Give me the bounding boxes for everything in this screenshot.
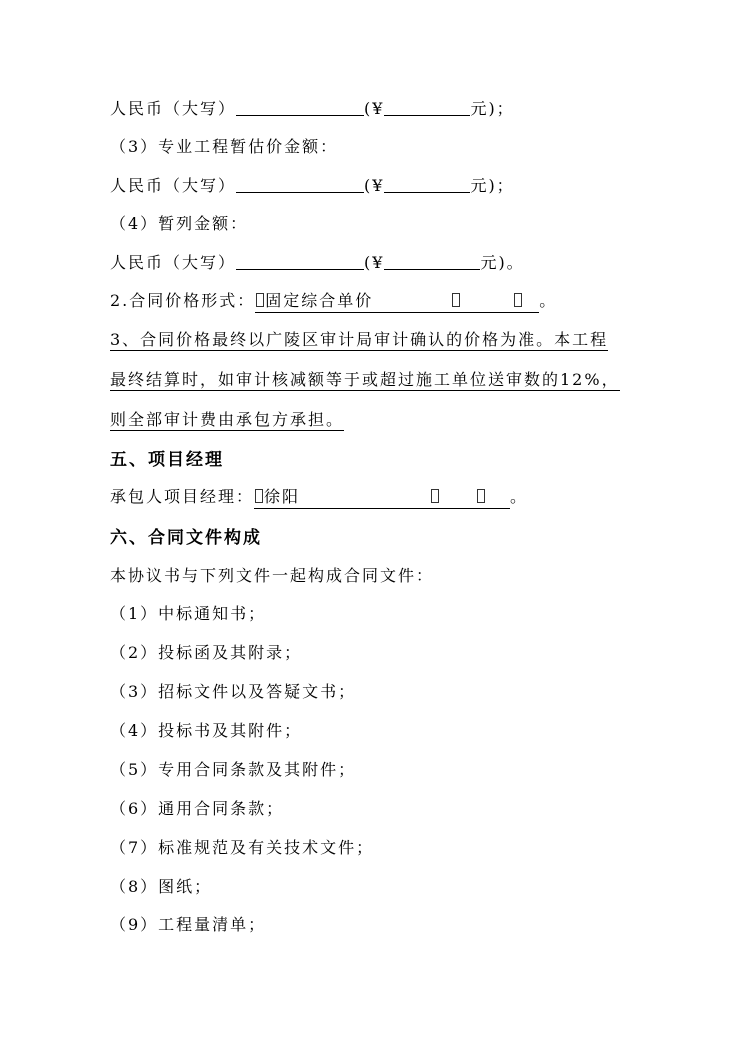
doc-item: （7）标准规范及有关技术文件； — [110, 838, 375, 857]
amount-line-3 — [110, 252, 525, 274]
box-icon — [431, 489, 439, 503]
docs-intro: 本协议书与下列文件一起构成合同文件： — [110, 566, 435, 585]
price-form-value: 固定综合单价 — [265, 291, 374, 310]
pm-field — [254, 486, 510, 509]
doc-item: （4）投标书及其附件； — [110, 721, 303, 740]
price-form-label: 2.合同价格形式： — [110, 291, 256, 310]
pm-line — [110, 486, 528, 509]
box-icon — [514, 293, 522, 307]
doc-item: （6）通用合同条款； — [110, 799, 285, 818]
audit-line-1: 3、合同价格最终以广陵区审计局审计确认的价格为准。本工程 — [110, 330, 609, 349]
yen-blank — [384, 253, 480, 270]
pm-end: 。 — [510, 487, 529, 506]
yuan-close: 元)； — [470, 99, 515, 118]
item-4-heading: （4）暂列金额： — [110, 214, 249, 233]
section-6-title: 六、合同文件构成 — [110, 528, 262, 548]
doc-item: （9）工程量清单； — [110, 915, 267, 934]
audit-line-3: 则全部审计费由承包方承担。 — [110, 410, 345, 429]
yuan-close: 元)； — [470, 176, 515, 195]
box-icon — [452, 293, 460, 307]
price-form-end: 。 — [539, 291, 558, 310]
yen-blank — [384, 99, 470, 116]
rmb-label: 人民币（大写） — [110, 176, 237, 195]
pm-value: 徐阳 — [264, 487, 301, 506]
price-form-line — [110, 290, 557, 313]
doc-item: （8）图纸； — [110, 877, 213, 896]
audit-line-2: 最终结算时，如审计核减额等于或超过施工单位送审数的12%， — [110, 370, 620, 389]
doc-item: （1）中标通知书； — [110, 604, 267, 623]
box-icon — [477, 489, 485, 503]
yen-open: (¥ — [364, 99, 385, 118]
amount-blank — [236, 99, 364, 116]
doc-item: （3）招标文件以及答疑文书； — [110, 682, 357, 701]
amount-line-2 — [110, 175, 515, 197]
item-3-heading: （3）专业工程暂估价金额： — [110, 137, 339, 156]
amount-line-1 — [110, 98, 515, 120]
box-icon — [256, 293, 264, 307]
price-form-field — [255, 290, 539, 313]
yuan-close: 元)。 — [480, 253, 525, 272]
rmb-label: 人民币（大写） — [110, 99, 237, 118]
doc-item: （2）投标函及其附录； — [110, 643, 303, 662]
pm-label: 承包人项目经理： — [110, 487, 255, 506]
box-icon — [255, 489, 263, 503]
doc-item: （5）专用合同条款及其附件； — [110, 760, 357, 779]
yen-open: (¥ — [364, 253, 385, 272]
yen-blank — [384, 176, 470, 193]
amount-blank — [236, 176, 364, 193]
section-5-title: 五、项目经理 — [110, 450, 224, 470]
amount-blank — [236, 253, 364, 270]
rmb-label: 人民币（大写） — [110, 253, 237, 272]
yen-open: (¥ — [364, 176, 385, 195]
